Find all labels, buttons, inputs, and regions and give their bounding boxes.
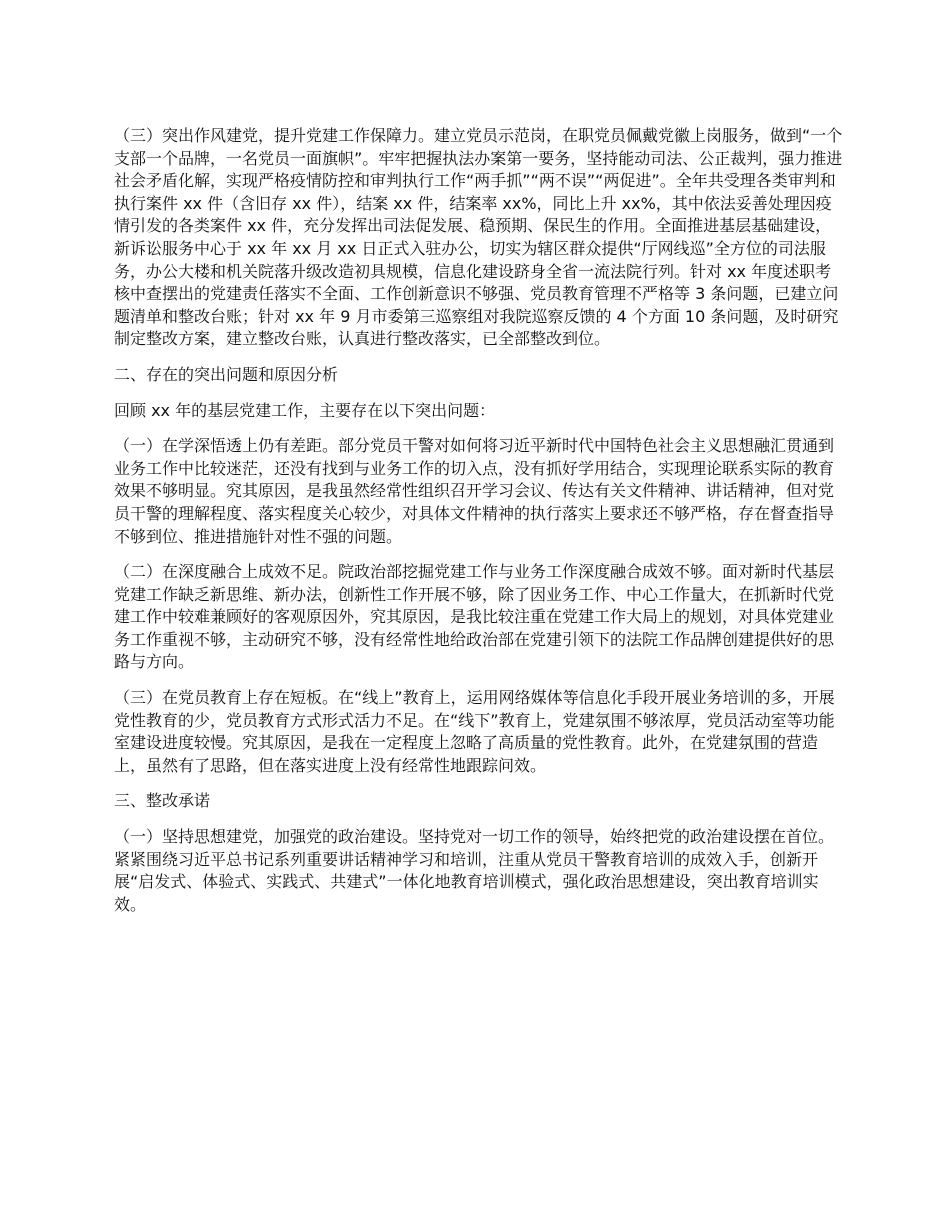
paragraph-style-improvement: （三）突出作风建党，提升党建工作保障力。建立党员示范岗，在职党员佩戴党徽上岗服务，做到“一个支部一个品牌，一名党员一面旗帜”。牢牢把握执法办案第一要务，坚持能动司法、公正裁判，强力推进社会矛盾化解，实现严格疫情防控和审判执行工作“两手抓”“两不误”“两促进”。全年共受理各类审判和执行案件 xx 件（含旧存 xx 件），结案 xx 件，结案率 xx%，同比上升 xx%，其中依法妥善处理因疫情引发的各类案件 xx 件，充分发挥出司法促发展、稳预期、保民生的作用。全面推进基层基础建设，新诉讼服务中心于 xx 年 xx 月 xx 日正式入驻办公，切实为辖区群众提供“厅网线巡”全方位的司法服务，办公大楼和机关院落升级改造初具规模，信息化建设跻身全省一流法院行列。针对 xx 年度述职考核中查摆出的党建责任落实不全面、工作创新意识不够强、党员教育管理不严格等 3 条问题，已建立问题清单和整改台账；针对 xx 年 9 月市委第三巡察组对我院巡察反馈的 4 个方面 10 条问题，及时研究制定整改方案，建立整改台账，认真进行整改落实，已全部整改到位。 bbox=[114, 126, 843, 349]
section-heading-problems: 二、存在的突出问题和原因分析 bbox=[114, 364, 339, 384]
paragraph-problem-education: （三）在党员教育上存在短板。在“线上”教育上，运用网络媒体等信息化手段开展业务培训的多，开展党性教育的少，党员教育方式形式活力不足。在“线下”教育上，党建氛围不够浓厚，党员活动室等功能室建设进度较慢。究其原因，是我在一定程度上忽略了高质量的党性教育。此外，在党建氛围的营造上，虽然有了思路，但在落实进度上没有经常性地跟踪问效。 bbox=[114, 688, 835, 775]
document-body bbox=[114, 125, 844, 929]
paragraph-review-intro: 回顾 xx 年的基层党建工作，主要存在以下突出问题： bbox=[114, 400, 496, 420]
paragraph-problem-study: （一）在学深悟透上仍有差距。部分党员干警对如何将习近平新时代中国特色社会主义思想融汇贯通到业务工作中比较迷茫，还没有找到与业务工作的切入点，没有抓好学用结合，实现理论联系实际的教育效果不够明显。究其原因，是我虽然经常性组织召开学习会议、传达有关文件精神、讲话精神，但对党员干警的理解程度、落实程度关心较少，对具体文件精神的执行落实上要求还不够严格，存在督查指导不够到位、推进措施针对性不强的问题。 bbox=[114, 436, 835, 546]
paragraph-commitment-ideology: （一）坚持思想建党，加强党的政治建设。坚持党对一切工作的领导，始终把党的政治建设摆在首位。紧紧围绕习近平总书记系列重要讲话精神学习和培训，注重从党员干警教育培训的成效入手，创新开展“启发式、体验式、实践式、共建式”一体化地教育培训模式，强化政治思想建设，突出教育培训实效。 bbox=[114, 827, 835, 914]
section-heading-commitment: 三、整改承诺 bbox=[114, 791, 211, 811]
paragraph-problem-integration: （二）在深度融合上成效不足。院政治部挖掘党建工作与业务工作深度融合成效不够。面对新时代基层党建工作缺乏新思维、新办法，创新性工作开展不够，除了因业务工作、中心工作量大，在抓新时代党建工作中较难兼顾好的客观原因外，究其原因，是我比较注重在党建工作大局上的规划，对具体党建业务工作重视不够，主动研究不够，没有经常性地给政治部在党建引领下的法院工作品牌创建提供好的思路与方向。 bbox=[114, 562, 835, 672]
